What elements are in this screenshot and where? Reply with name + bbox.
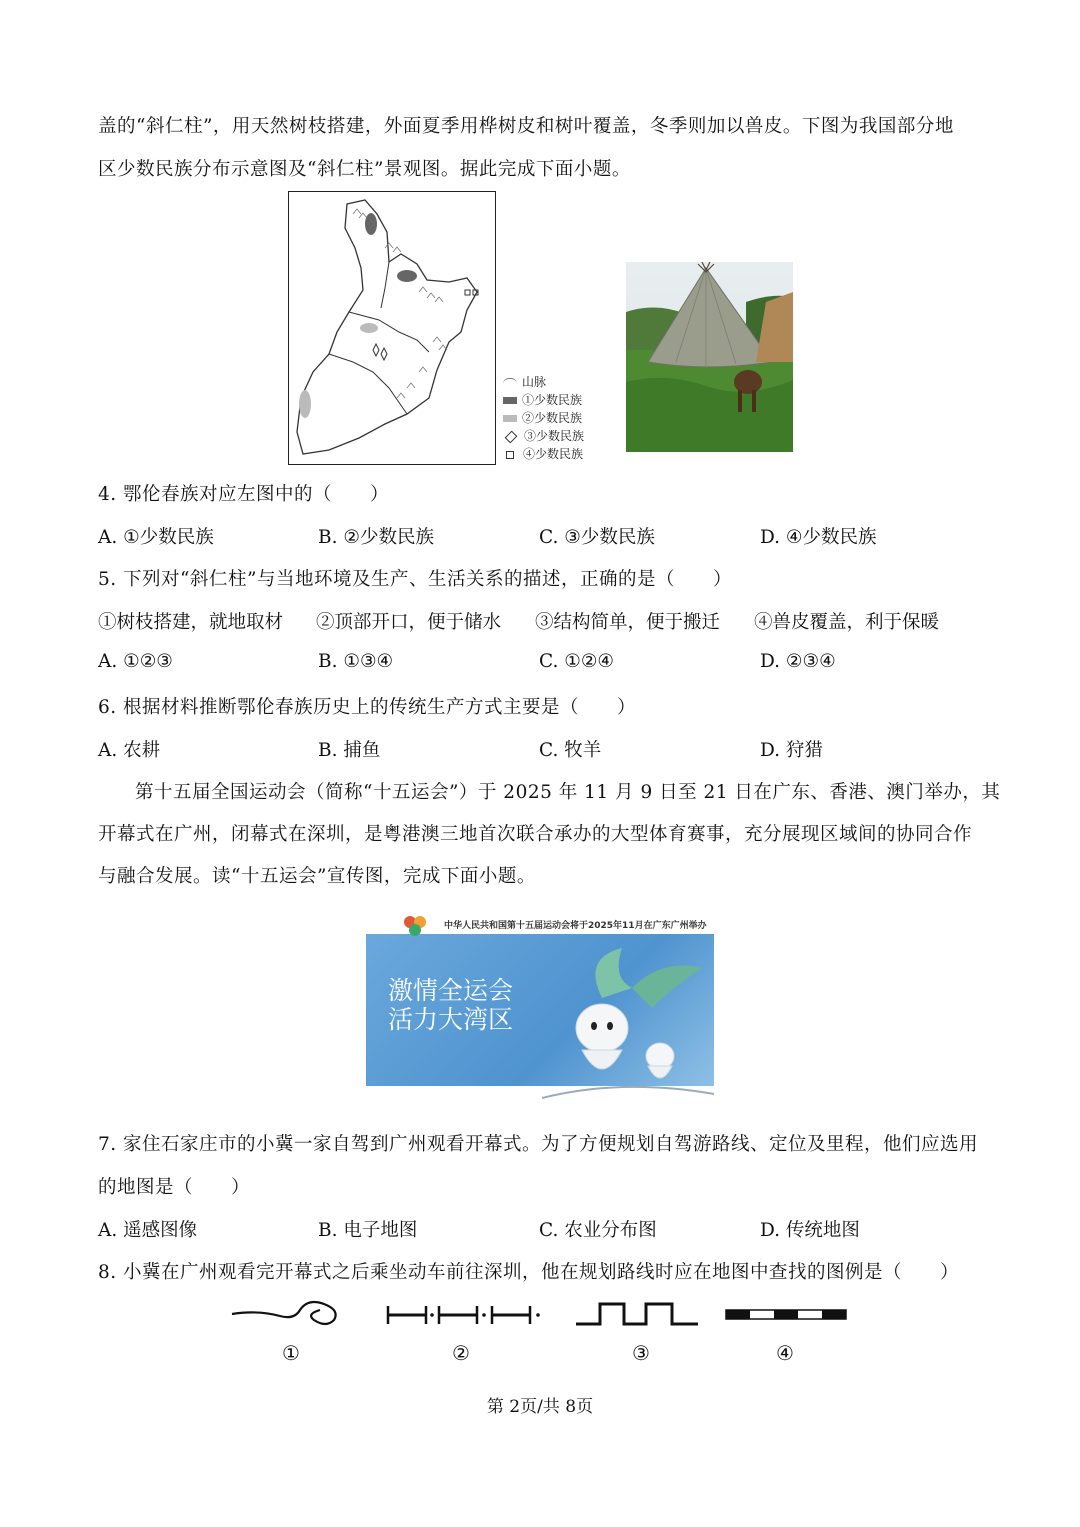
games-poster bbox=[366, 908, 714, 1108]
q6-stem: 6. 根据材料推断鄂伦春族历史上的传统生产方式主要是（ ） bbox=[98, 697, 637, 718]
q4-stem: 4. 鄂伦春族对应左图中的（ ） bbox=[98, 484, 390, 505]
passage2-line-2: 开幕式在广州，闭幕式在深圳，是粤港澳三地首次联合承办的大型体育赛事，充分展现区域间的协同合作 bbox=[98, 824, 973, 845]
xierenzhu-photo bbox=[626, 262, 793, 452]
q5-option-d[interactable]: D. ②③④ bbox=[760, 651, 836, 672]
ethnic-3-diamond bbox=[373, 344, 379, 356]
q6-option-b[interactable]: B. 捕鱼 bbox=[318, 740, 381, 761]
dark-fill-icon bbox=[503, 397, 517, 404]
ethnic-4-square bbox=[465, 290, 470, 295]
q5-option-a[interactable]: A. ①②③ bbox=[98, 651, 173, 672]
q7-option-b[interactable]: B. 电子地图 bbox=[318, 1220, 418, 1241]
wall-symbol-icon bbox=[572, 1298, 702, 1332]
q4-option-c[interactable]: C. ③少数民族 bbox=[539, 527, 655, 548]
route-label-4[interactable]: ④ bbox=[776, 1341, 794, 1365]
games-logo-icon bbox=[400, 908, 430, 948]
river-symbol-icon bbox=[228, 1296, 352, 1332]
ethnic-2-area bbox=[360, 323, 378, 333]
poster-slogan bbox=[388, 976, 513, 1034]
q6-option-d[interactable]: D. 狩猎 bbox=[760, 740, 823, 761]
q7-stem-line-1: 7. 家住石家庄市的小冀一家自驾到广州观看开幕式。为了方便规划自驾游路线、定位及里程，他们应选用 bbox=[98, 1134, 979, 1155]
q5-statement-1: ①树枝搭建，就地取材 bbox=[98, 612, 284, 633]
q6-option-c[interactable]: C. 牧羊 bbox=[539, 740, 602, 761]
q7-option-a[interactable]: A. 遥感图像 bbox=[98, 1220, 198, 1241]
q5-statement-3: ③结构简单，便于搬迁 bbox=[535, 612, 721, 633]
q7-stem-line-2: 的地图是（ ） bbox=[98, 1177, 251, 1198]
legend-ethnic-4: ④少数民族 bbox=[503, 445, 583, 462]
route-label-1[interactable]: ① bbox=[282, 1341, 300, 1365]
railway-symbol-icon bbox=[724, 1306, 848, 1324]
ethnic-2-area-west bbox=[299, 390, 311, 418]
q7-option-d[interactable]: D. 传统地图 bbox=[760, 1220, 860, 1241]
q5-statement-2: ②顶部开口，便于储水 bbox=[316, 612, 502, 633]
highway-symbol-icon bbox=[382, 1300, 546, 1330]
q4-option-b[interactable]: B. ②少数民族 bbox=[318, 527, 434, 548]
poster-top-text: 中华人民共和国第十五届运动会将于2025年11月在广东广州举办 bbox=[444, 921, 707, 931]
mountain-symbols bbox=[353, 209, 447, 398]
poster-slogan-1: 激情全运会 bbox=[388, 976, 514, 1005]
route-label-2[interactable]: ② bbox=[452, 1341, 470, 1365]
q5-option-b[interactable]: B. ①③④ bbox=[318, 651, 394, 672]
legend-ethnic-2: ②少数民族 bbox=[503, 409, 582, 426]
q4-option-a[interactable]: A. ①少数民族 bbox=[98, 527, 214, 548]
diamond-icon bbox=[505, 430, 518, 443]
intro-line-1: 盖的“斜仁柱”，用天然树枝搭建，外面夏季用桦树皮和树叶覆盖，冬季则加以兽皮。下图为我国部分地 bbox=[98, 116, 954, 137]
route-label-3[interactable]: ③ bbox=[632, 1341, 650, 1365]
q5-option-c[interactable]: C. ①②④ bbox=[539, 651, 615, 672]
passage2-line-3: 与融合发展。读“十五运会”宣传图，完成下面小题。 bbox=[98, 866, 536, 887]
q4-option-d[interactable]: D. ④少数民族 bbox=[760, 527, 877, 548]
ethnic-1-area-north bbox=[365, 213, 377, 235]
q8-stem: 8. 小冀在广州观看完开幕式之后乘坐动车前往深圳，他在规划路线时应在地图中查找的图例是（ ） bbox=[98, 1262, 960, 1283]
ethnic-1-area-east bbox=[397, 270, 417, 282]
ethnic-distribution-map bbox=[288, 191, 496, 465]
q7-option-c[interactable]: C. 农业分布图 bbox=[539, 1220, 657, 1241]
ethnic-3-diamond bbox=[381, 348, 387, 360]
mountain-icon bbox=[503, 378, 517, 387]
legend-ethnic-3: ③少数民族 bbox=[503, 427, 584, 444]
poster-slogan-2: 活力大湾区 bbox=[388, 1005, 514, 1034]
q5-stem: 5. 下列对“斜仁柱”与当地环境及生产、生活关系的描述，正确的是（ ） bbox=[98, 569, 732, 590]
mascot-illustration bbox=[542, 938, 714, 1108]
page-number: 第 2页/共 8页 bbox=[486, 1397, 594, 1417]
legend-mountain: 山脉 bbox=[503, 373, 546, 390]
legend-ethnic-1: ①少数民族 bbox=[503, 391, 582, 408]
q5-statement-4: ④兽皮覆盖，利于保暖 bbox=[754, 612, 940, 633]
square-icon bbox=[506, 451, 514, 459]
passage2-line-1: 第十五届全国运动会（简称“十五运会”）于 2025 年 11 月 9 日至 21 日在广东、香港、澳门举办，其 bbox=[135, 782, 1001, 803]
q6-option-a[interactable]: A. 农耕 bbox=[98, 740, 161, 761]
light-fill-icon bbox=[503, 415, 517, 422]
intro-line-2: 区少数民族分布示意图及“斜仁柱”景观图。据此完成下面小题。 bbox=[98, 159, 631, 180]
